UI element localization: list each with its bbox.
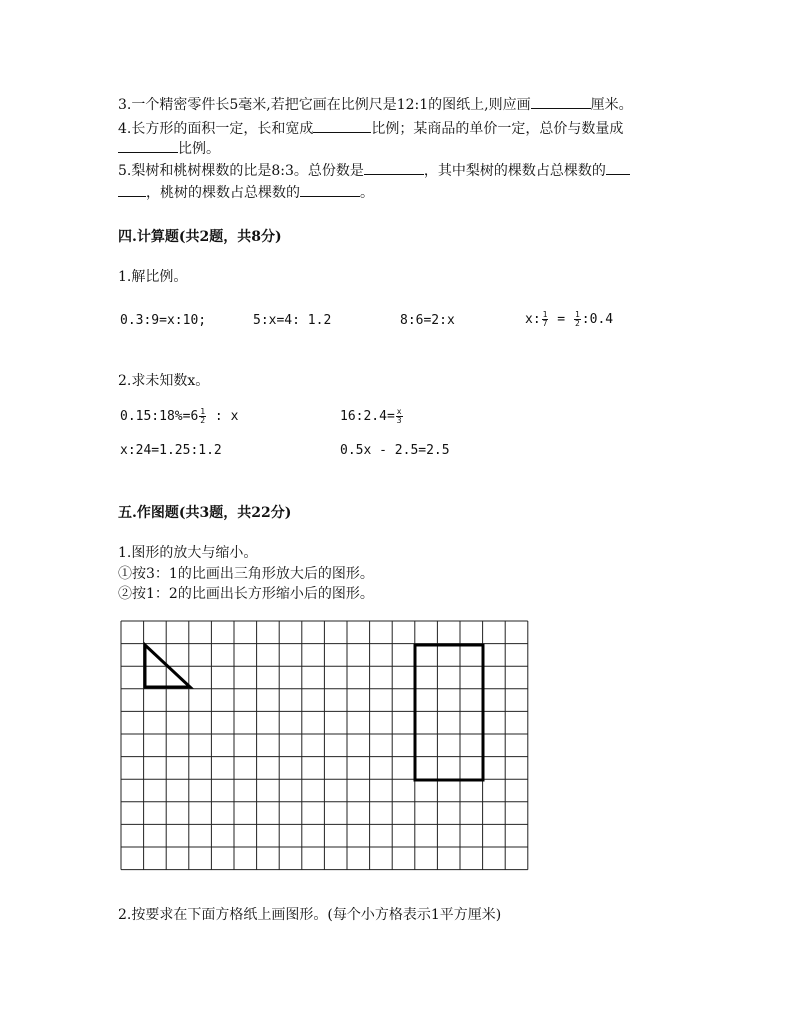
question-4-text-mid: 比例；某商品的单价一定，总价与数量成 (371, 121, 624, 137)
section-4-title: 四.计算题(共2题，共8分) (118, 229, 282, 245)
answer-blank[interactable] (118, 182, 146, 197)
fraction-denominator: 2 (574, 319, 580, 328)
answer-blank[interactable] (300, 182, 360, 197)
answer-blank[interactable] (606, 160, 630, 175)
fraction-numerator: 1 (200, 407, 206, 416)
question-5-text-end: 。 (360, 185, 374, 201)
equation: x:24=1.25:1.2 (120, 443, 222, 458)
equation: 5:x=4: 1.2 (253, 313, 332, 328)
question-3 (118, 94, 633, 114)
fraction (396, 408, 403, 425)
equation: 8:6=2:x (400, 313, 455, 328)
fraction (199, 408, 206, 425)
section-5-title: 五.作图题(共3题，共22分) (118, 505, 292, 521)
fraction (574, 311, 581, 328)
equation (340, 408, 404, 425)
answer-blank[interactable] (531, 94, 591, 109)
equation-part: 16:2.4= (340, 409, 395, 424)
answer-blank[interactable] (364, 160, 424, 175)
answer-blank[interactable] (118, 138, 178, 153)
question-5 (118, 160, 630, 180)
question-5-text: 5.梨树和桃树棵数的比是8:3。总份数是 (118, 163, 364, 179)
calc-1-title: 1.解比例。 (118, 269, 188, 285)
fraction-denominator: 2 (200, 416, 206, 425)
question-5-text-mid: ，其中梨树的棵数占总棵数的 (423, 163, 606, 179)
answer-blank[interactable] (313, 118, 371, 133)
equation: 0.3:9=x:10; (120, 313, 207, 328)
equation-part: 0.15:18%=6 (120, 409, 199, 424)
drawing-grid[interactable] (120, 620, 530, 872)
equation (120, 408, 238, 425)
fraction-denominator: 7 (542, 319, 548, 328)
question-4 (118, 118, 623, 138)
calc-2-title: 2.求未知数x。 (118, 373, 210, 389)
fraction-numerator: x (396, 407, 402, 416)
equation (525, 311, 613, 328)
draw-1-title: 1.图形的放大与缩小。 (118, 545, 258, 561)
draw-1-item-2: ②按1：2的比画出长方形缩小后的图形。 (118, 586, 374, 602)
fraction-numerator: 1 (574, 310, 580, 319)
equation-part: :0.4 (581, 312, 614, 327)
question-4-text-end: 比例。 (178, 141, 220, 157)
draw-1-item-1: ①按3：1的比画出三角形放大后的图形。 (118, 566, 374, 582)
question-4-text: 4.长方形的面积一定，长和宽成 (118, 121, 314, 137)
question-3-unit: 厘米。 (590, 97, 633, 113)
fraction (542, 311, 549, 328)
equation: 0.5x - 2.5=2.5 (340, 443, 450, 458)
fraction-numerator: 1 (542, 310, 548, 319)
grid-lines (121, 621, 528, 870)
equation-part: x: (525, 312, 541, 327)
question-5-cont (118, 182, 374, 202)
rectangle-shape (415, 645, 483, 780)
question-4-cont (118, 138, 220, 158)
fraction-denominator: 3 (396, 416, 402, 425)
equation-part: : x (207, 409, 239, 424)
question-3-text: 3.一个精密零件长5毫米,若把它画在比例尺是12:1的图纸上,则应画 (118, 97, 531, 113)
draw-2-title: 2.按要求在下面方格纸上画图形。(每个小方格表示1平方厘米) (118, 907, 502, 923)
equation-part: = (549, 312, 573, 327)
question-5-text-mid2: ，桃树的棵数占总棵数的 (146, 185, 300, 201)
